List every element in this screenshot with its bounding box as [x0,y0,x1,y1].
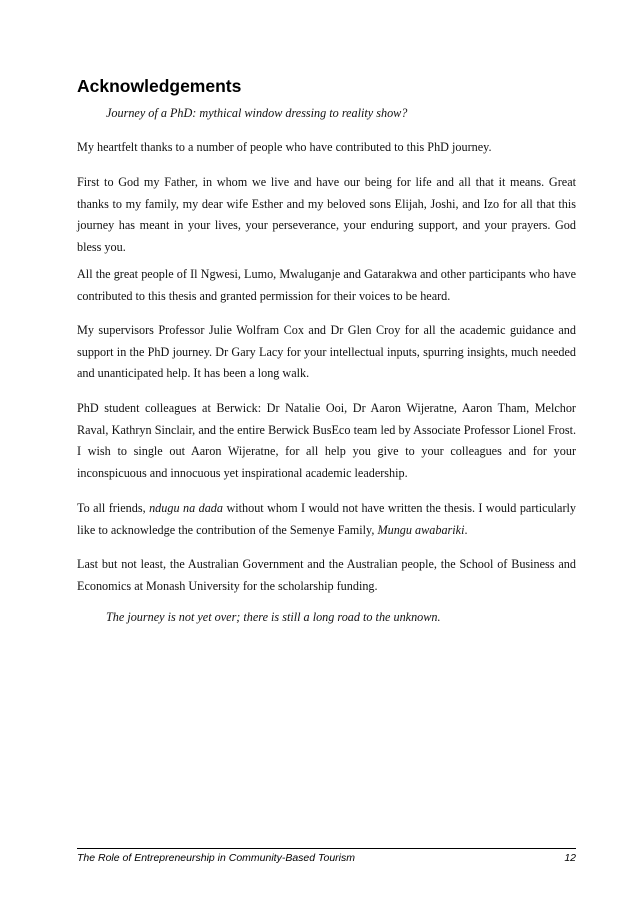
friends-phrase-ndugu: ndugu na dada [149,501,223,515]
paragraph-funding: Last but not least, the Australian Government and the Australian people, the School of Business and Economics at Monash University for the scholarship funding. [77,557,576,593]
footer-divider [77,848,576,849]
closing-line: The journey is not yet over; there is still a long road to the unknown. [106,610,441,624]
paragraph-colleagues: PhD student colleagues at Berwick: Dr Natalie Ooi, Dr Aaron Wijeratne, Aaron Tham, Melchor Raval, Kathryn Sinclair, and the entire Berwick BusEco team led by Associate Professor Lionel Frost. I wish to single out Aaron Wijeratne, for all help you give to your colleagues and for your inconspicuous and innocuous yet inspirational academic leadership. [77,401,576,480]
paragraph-friends [77,498,576,541]
friends-phrase-mungu: Mungu awabariki [377,522,465,537]
paragraph-supervisors: My supervisors Professor Julie Wolfram Cox and Dr Glen Croy for all the academic guidance and support in the PhD journey. Dr Gary Lacy for your intellectual inputs, spurring insights, much needed and unanticipated help. It has been a long walk. [77,323,576,380]
friends-text-3: . [464,522,468,537]
page-title: Acknowledgements [77,76,242,96]
footer-running-title: The Role of Entrepreneurship in Community-Based Tourism [77,852,355,864]
friends-text-1: To all friends, [77,501,150,515]
paragraph-thanks: My heartfelt thanks to a number of people who have contributed to this PhD journey. [77,140,492,154]
epigraph: Journey of a PhD: mythical window dressing to reality show? [106,106,408,120]
page-number: 12 [564,852,576,864]
paragraph-family: First to God my Father, in whom we live and have our being for life and all that it means. Great thanks to my family, my dear wife Esther and my beloved sons Elijah, Joshi, and Izo for all that this journey has meant in your lives, your perseverance, your enduring support, and your prayers. God bless you. [77,175,576,254]
friends-text-2: without whom I would not have written the thesis. I would particularly like to acknowledge the contribution of the Semenye Family, [77,501,577,537]
paragraph-communities: All the great people of Il Ngwesi, Lumo, Mwaluganje and Gatarakwa and other participants who have contributed to this thesis and granted permission for their voices to be heard. [77,267,576,303]
